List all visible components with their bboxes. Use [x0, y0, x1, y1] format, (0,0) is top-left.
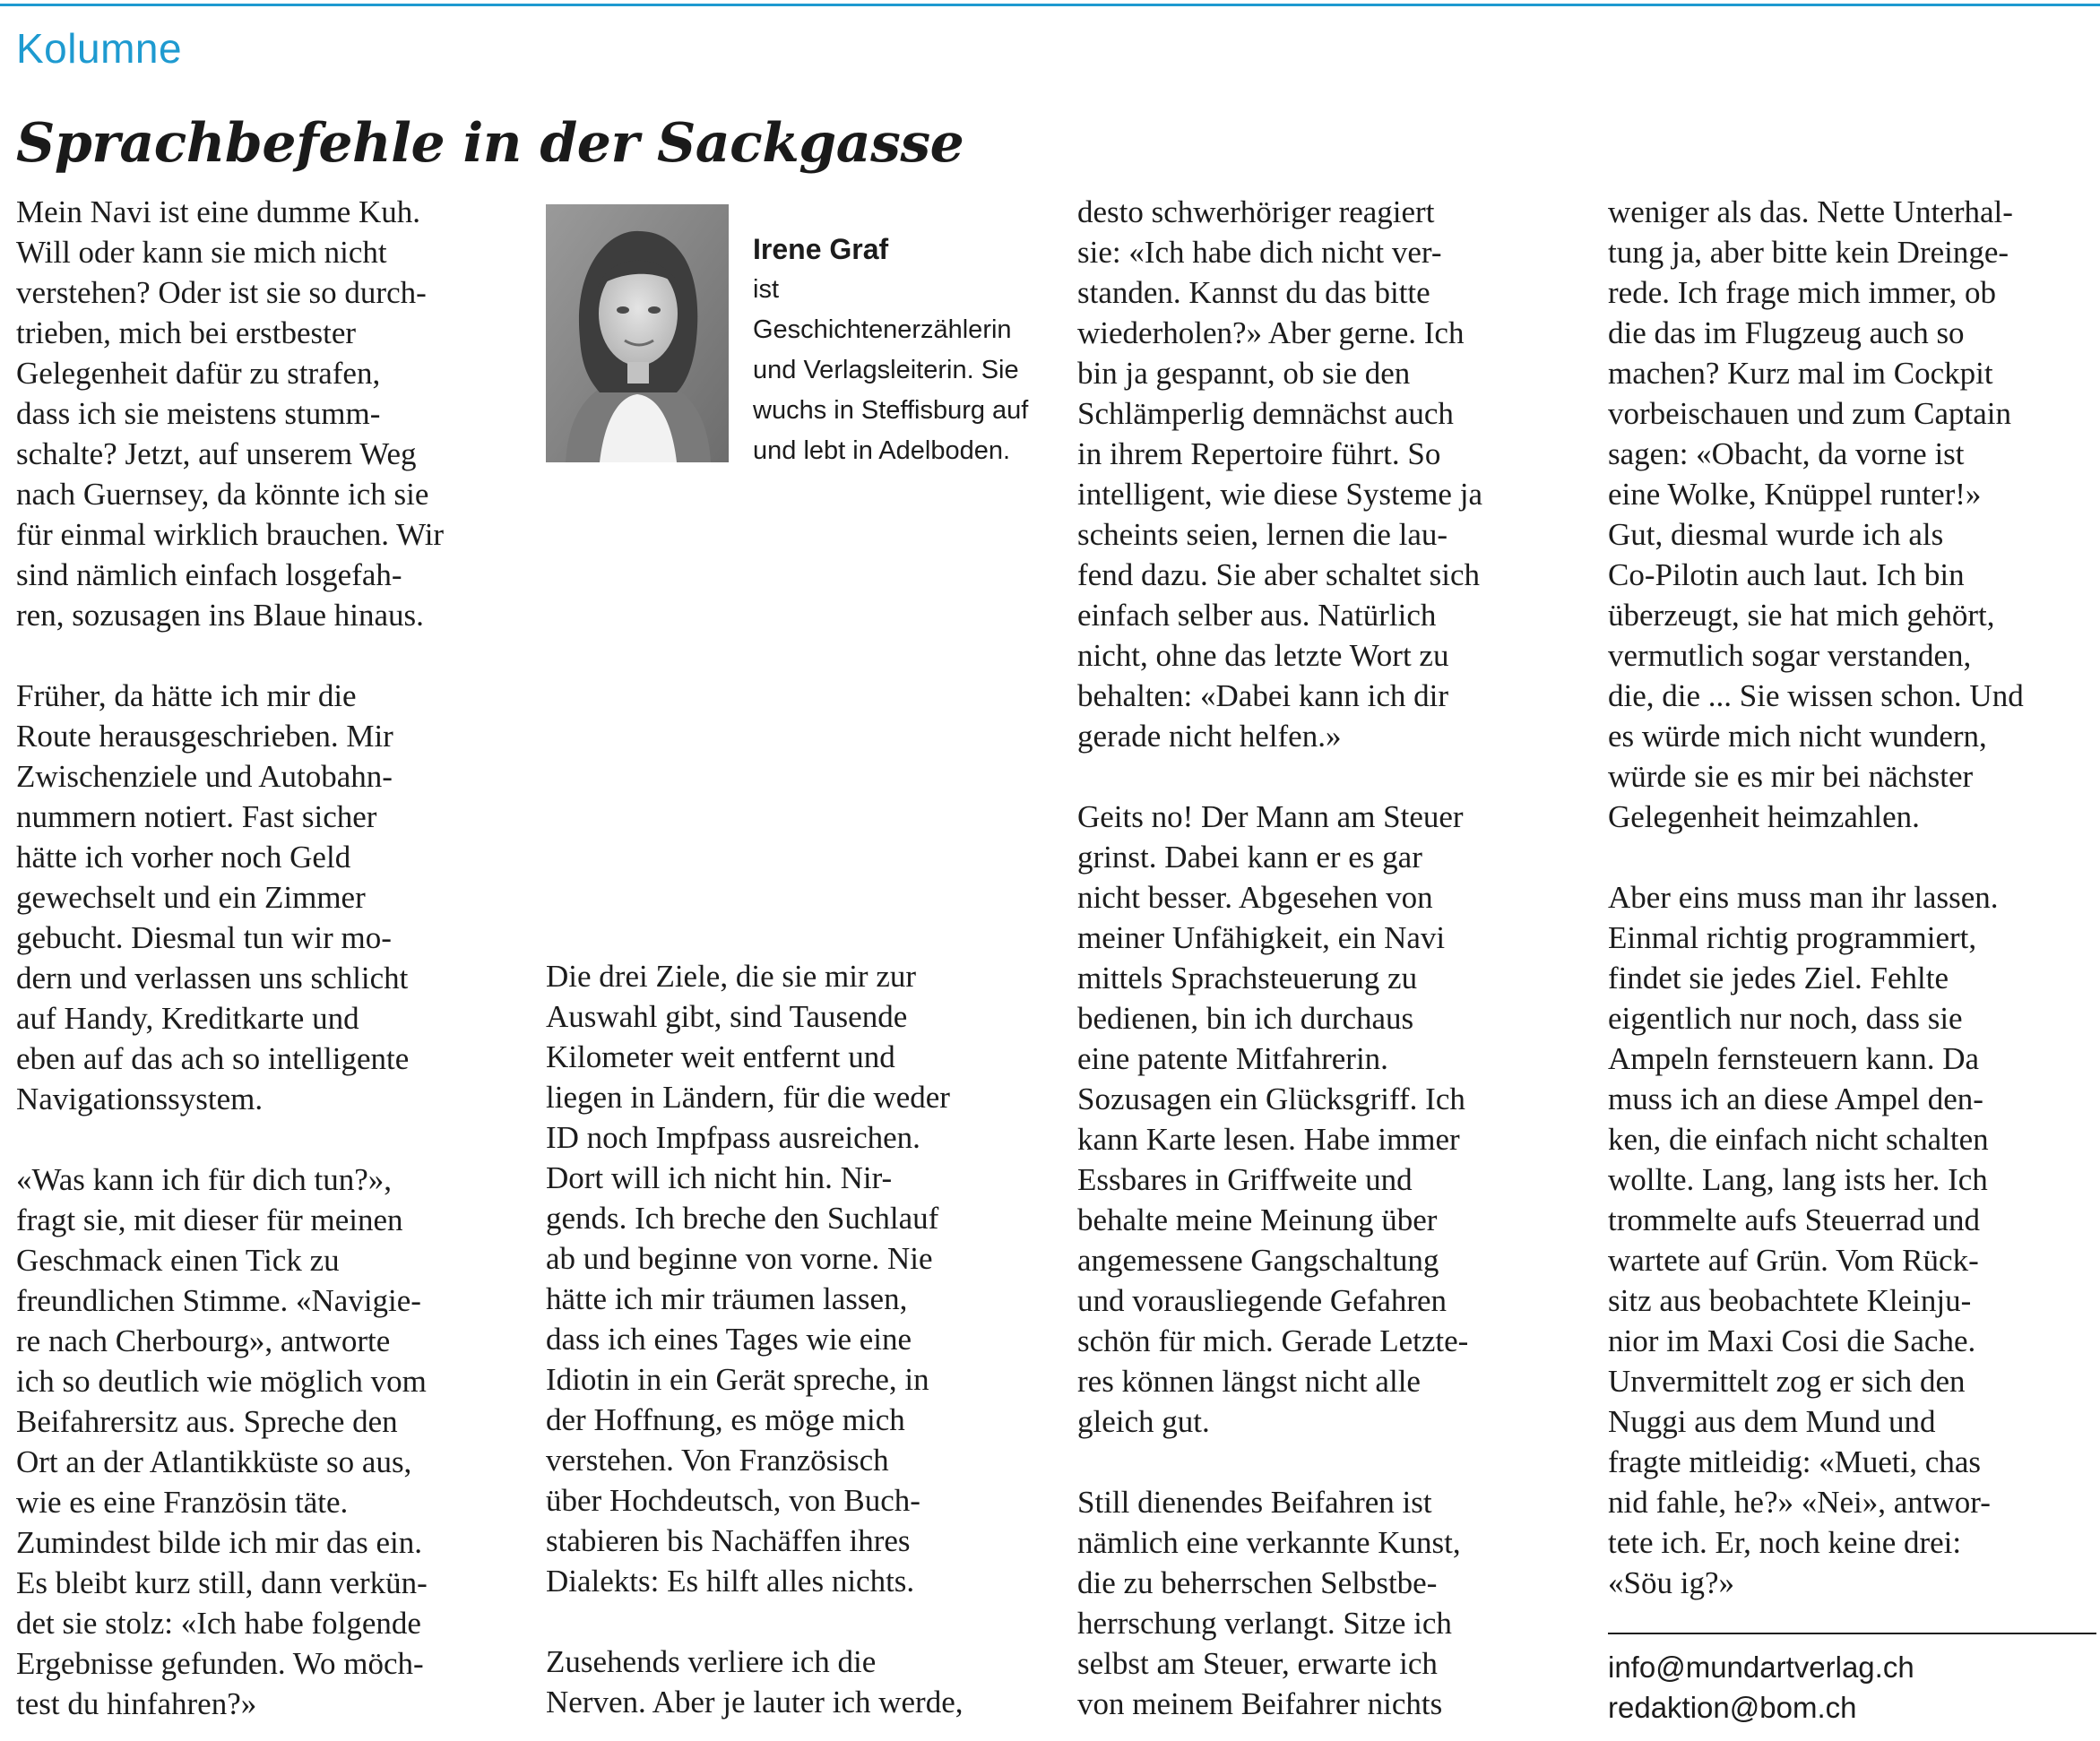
- text-line: dass ich eines Tages wie eine: [546, 1322, 912, 1357]
- text-line: von meinem Beifahrer nichts: [1077, 1686, 1443, 1721]
- text-line: eine Wolke, Knüppel runter!»: [1608, 477, 1982, 512]
- text-line: für einmal wirklich brauchen. Wir: [16, 517, 445, 552]
- text-line: würde sie es mir bei nächster: [1608, 759, 1974, 794]
- text-line: Gelegenheit dafür zu strafen,: [16, 356, 381, 391]
- text-line: Zusehends verliere ich die: [546, 1644, 877, 1679]
- text-line: Unvermittelt zog er sich den: [1608, 1364, 1966, 1399]
- text-line: «Was kann ich für dich tun?»,: [16, 1162, 393, 1197]
- text-line: eben auf das ach so intelligente: [16, 1041, 410, 1076]
- text-line: muss ich an diese Ampel den-: [1608, 1082, 1983, 1116]
- text-line: kann Karte lesen. Habe immer: [1077, 1122, 1460, 1157]
- text-line: die zu beherrschen Selbstbe-: [1077, 1565, 1438, 1600]
- text-line: fend dazu. Sie aber schaltet sich: [1077, 557, 1480, 592]
- paragraph-gap: [16, 635, 518, 676]
- text-line: behalten: «Dabei kann ich dir: [1077, 678, 1449, 713]
- text-line: dern und verlassen uns schlicht: [16, 961, 409, 995]
- text-line: tung ja, aber bitte kein Dreinge-: [1608, 235, 2009, 270]
- paragraph: [1608, 877, 2096, 1603]
- text-line: behalte meine Meinung über: [1077, 1202, 1438, 1237]
- text-line: ren, sozusagen ins Blaue hinaus.: [16, 598, 424, 633]
- text-line: der Hoffnung, es möge mich: [546, 1402, 905, 1437]
- text-line: sagen: «Obacht, da vorne ist: [1608, 436, 1965, 471]
- text-line: nummern notiert. Fast sicher: [16, 799, 377, 834]
- text-line: schön für mich. Gerade Letzte-: [1077, 1323, 1469, 1358]
- text-line: gewechselt und ein Zimmer: [16, 880, 366, 915]
- text-line: die, die ... Sie wissen schon. Und: [1608, 678, 2024, 713]
- text-line: wartete auf Grün. Vom Rück-: [1608, 1243, 1979, 1278]
- paragraph: [1077, 797, 1579, 1442]
- text-line: herrschung verlangt. Sitze ich: [1077, 1606, 1452, 1641]
- paragraph: [16, 676, 518, 1119]
- text-line: tete ich. Er, noch keine drei:: [1608, 1525, 1962, 1560]
- text-line: intelligent, wie diese Systeme ja: [1077, 477, 1482, 512]
- text-line: meiner Unfähigkeit, ein Navi: [1077, 920, 1446, 955]
- text-line: Einmal richtig programmiert,: [1608, 920, 1977, 955]
- text-line: ID noch Impfpass ausreichen.: [546, 1120, 920, 1155]
- paragraph: [1077, 192, 1579, 756]
- paragraph: [1608, 192, 2096, 837]
- author-bio-line: Geschichtenerzählerin: [753, 315, 1012, 344]
- text-line: nior im Maxi Cosi die Sache.: [1608, 1323, 1976, 1358]
- text-line: nicht besser. Abgesehen von: [1077, 880, 1433, 915]
- contact-email-link[interactable]: redaktion@bom.ch: [1608, 1691, 1857, 1724]
- text-line: re nach Cherbourg», antworte: [16, 1323, 391, 1358]
- text-line: dass ich sie meistens stumm-: [16, 396, 381, 431]
- text-line: test du hinfahren?»: [16, 1686, 257, 1721]
- text-line: verstehen? Oder ist sie so durch-: [16, 275, 427, 310]
- text-line: fragte mitleidig: «Mueti, chas: [1608, 1444, 1982, 1479]
- paragraph-gap: [546, 1601, 1048, 1642]
- text-line: scheints seien, lernen die lau-: [1077, 517, 1448, 552]
- text-line: Dialekts: Es hilft alles nichts.: [546, 1564, 915, 1599]
- text-line: Route herausgeschrieben. Mir: [16, 719, 393, 754]
- text-line: Ergebnisse gefunden. Wo möch-: [16, 1646, 424, 1681]
- article-column-3: [1077, 192, 1579, 1724]
- text-line: Sozusagen ein Glücksgriff. Ich: [1077, 1082, 1465, 1116]
- text-line: gleich gut.: [1077, 1404, 1210, 1439]
- text-line: vermutlich sogar verstanden,: [1608, 638, 1972, 673]
- text-line: Schlämperlig demnächst auch: [1077, 396, 1454, 431]
- paragraph: [16, 1159, 518, 1724]
- paragraph-gap: [16, 1119, 518, 1159]
- text-line: Nerven. Aber je lauter ich werde,: [546, 1685, 964, 1719]
- text-line: einfach selber aus. Natürlich: [1077, 598, 1437, 633]
- text-line: Es bleibt kurz still, dann verkün-: [16, 1565, 428, 1600]
- text-line: bedienen, bin ich durchaus: [1077, 1001, 1414, 1036]
- text-line: Beifahrersitz aus. Spreche den: [16, 1404, 398, 1439]
- text-line: Früher, da hätte ich mir die: [16, 678, 357, 713]
- author-bio-line: ist: [753, 275, 779, 304]
- text-line: standen. Kannst du das bitte: [1077, 275, 1430, 310]
- text-line: ich so deutlich wie möglich vom: [16, 1364, 427, 1399]
- section-label: Kolumne: [16, 25, 183, 72]
- text-line: wollte. Lang, lang ists her. Ich: [1608, 1162, 1988, 1197]
- paragraph: [1077, 1482, 1579, 1724]
- text-line: eine patente Mitfahrerin.: [1077, 1041, 1388, 1076]
- text-line: Die drei Ziele, die sie mir zur: [546, 959, 917, 994]
- headline: Sprachbefehle in der Sackgasse: [16, 112, 964, 175]
- contact-rule: [1608, 1633, 2096, 1634]
- contact-email-link[interactable]: info@mundartverlag.ch: [1608, 1651, 1914, 1684]
- text-line: angemessene Gangschaltung: [1077, 1243, 1439, 1278]
- text-line: die das im Flugzeug auch so: [1608, 315, 1965, 350]
- text-line: Auswahl gibt, sind Tausende: [546, 999, 908, 1034]
- article-column-2: [546, 956, 1048, 1722]
- article-column-1: [16, 192, 518, 1724]
- text-line: gends. Ich breche den Suchlauf: [546, 1201, 939, 1236]
- text-line: Navigationssystem.: [16, 1082, 264, 1116]
- text-line: res können längst nicht alle: [1077, 1364, 1421, 1399]
- text-line: eigentlich nur noch, dass sie: [1608, 1001, 1963, 1036]
- text-line: wiederholen?» Aber gerne. Ich: [1077, 315, 1465, 350]
- text-line: selbst am Steuer, erwarte ich: [1077, 1646, 1438, 1681]
- text-line: Zwischenziele und Autobahn-: [16, 759, 393, 794]
- text-line: es würde mich nicht wundern,: [1608, 719, 1987, 754]
- text-line: gerade nicht helfen.»: [1077, 719, 1342, 754]
- author-bio: [753, 229, 1031, 471]
- text-line: trieben, mich bei erstbester: [16, 315, 357, 350]
- text-line: nicht, ohne das letzte Wort zu: [1077, 638, 1449, 673]
- text-line: sind nämlich einfach losgefah-: [16, 557, 402, 592]
- text-line: Co-Pilotin auch laut. Ich bin: [1608, 557, 1965, 592]
- text-line: trommelte aufs Steuerrad und: [1608, 1202, 1981, 1237]
- text-line: freundlichen Stimme. «Navigie-: [16, 1283, 421, 1318]
- text-line: wie es eine Französin täte.: [16, 1485, 349, 1520]
- text-line: Still dienendes Beifahren ist: [1077, 1485, 1432, 1520]
- top-rule: [0, 4, 2100, 6]
- text-line: Ort an der Atlantikküste so aus,: [16, 1444, 412, 1479]
- text-line: machen? Kurz mal im Cockpit: [1608, 356, 1993, 391]
- author-name: Irene Graf: [753, 233, 889, 265]
- text-line: ab und beginne von vorne. Nie: [546, 1241, 933, 1276]
- text-line: bin ja gespannt, ob sie den: [1077, 356, 1411, 391]
- text-line: überzeugt, sie hat mich gehört,: [1608, 598, 1995, 633]
- text-line: Essbares in Griffweite und: [1077, 1162, 1413, 1197]
- text-line: vorbeischauen und zum Captain: [1608, 396, 2012, 431]
- paragraph-gap: [1077, 756, 1579, 797]
- contact-block: [1608, 1647, 2096, 1728]
- author-bio-line: und Verlagsleiterin. Sie: [753, 356, 1019, 384]
- text-line: stabieren bis Nachäffen ihres: [546, 1523, 911, 1558]
- author-portrait: [546, 204, 729, 462]
- article-column-4: [1608, 192, 2096, 1603]
- paragraph-gap: [1608, 837, 2096, 877]
- text-line: auf Handy, Kreditkarte und: [16, 1001, 359, 1036]
- text-line: liegen in Ländern, für die weder: [546, 1080, 950, 1115]
- text-line: Nuggi aus dem Mund und: [1608, 1404, 1936, 1439]
- paragraph: [16, 192, 518, 635]
- text-line: hätte ich mir träumen lassen,: [546, 1281, 908, 1316]
- paragraph: [546, 1642, 1048, 1722]
- text-line: verstehen. Von Französisch: [546, 1443, 889, 1478]
- text-line: sitz aus beobachtete Kleinju-: [1608, 1283, 1972, 1318]
- paragraph: [546, 956, 1048, 1601]
- text-line: Will oder kann sie mich nicht: [16, 235, 387, 270]
- text-line: sie: «Ich habe dich nicht ver-: [1077, 235, 1442, 270]
- text-line: schalte? Jetzt, auf unserem Weg: [16, 436, 417, 471]
- text-line: mittels Sprachsteuerung zu: [1077, 961, 1418, 995]
- paragraph-gap: [1077, 1442, 1579, 1482]
- text-line: in ihrem Repertoire führt. So: [1077, 436, 1441, 471]
- text-line: grinst. Dabei kann er es gar: [1077, 840, 1422, 875]
- text-line: «Söu ig?»: [1608, 1565, 1734, 1600]
- text-line: Kilometer weit entfernt und: [546, 1039, 895, 1074]
- text-line: Aber eins muss man ihr lassen.: [1608, 880, 1999, 915]
- text-line: gebucht. Diesmal tun wir mo-: [16, 920, 392, 955]
- text-line: Ampeln fernsteuern kann. Da: [1608, 1041, 1980, 1076]
- text-line: weniger als das. Nette Unterhal-: [1608, 194, 2013, 229]
- text-line: nid fahle, he?» «Nei», antwor-: [1608, 1485, 1991, 1520]
- text-line: det sie stolz: «Ich habe folgende: [16, 1606, 421, 1641]
- text-line: findet sie jedes Ziel. Fehlte: [1608, 961, 1949, 995]
- text-line: Geschmack einen Tick zu: [16, 1243, 340, 1278]
- author-bio-line: wuchs in Steffisburg auf: [753, 396, 1029, 425]
- text-line: desto schwerhöriger reagiert: [1077, 194, 1435, 229]
- text-line: fragt sie, mit dieser für meinen: [16, 1202, 403, 1237]
- text-line: Geits no! Der Mann am Steuer: [1077, 799, 1464, 834]
- text-line: Gut, diesmal wurde ich als: [1608, 517, 1944, 552]
- text-line: nach Guernsey, da könnte ich sie: [16, 477, 429, 512]
- text-line: über Hochdeutsch, von Buch-: [546, 1483, 920, 1518]
- author-bio-line: und lebt in Adelboden.: [753, 436, 1011, 465]
- text-line: Idiotin in ein Gerät spreche, in: [546, 1362, 929, 1397]
- text-line: rede. Ich frage mich immer, ob: [1608, 275, 1996, 310]
- text-line: nämlich eine verkannte Kunst,: [1077, 1525, 1461, 1560]
- text-line: ken, die einfach nicht schalten: [1608, 1122, 1989, 1157]
- text-line: Dort will ich nicht hin. Nir-: [546, 1160, 893, 1195]
- text-line: Gelegenheit heimzahlen.: [1608, 799, 1920, 834]
- text-line: Zumindest bilde ich mir das ein.: [16, 1525, 422, 1560]
- text-line: und vorausliegende Gefahren: [1077, 1283, 1448, 1318]
- text-line: Mein Navi ist eine dumme Kuh.: [16, 194, 421, 229]
- text-line: hätte ich vorher noch Geld: [16, 840, 351, 875]
